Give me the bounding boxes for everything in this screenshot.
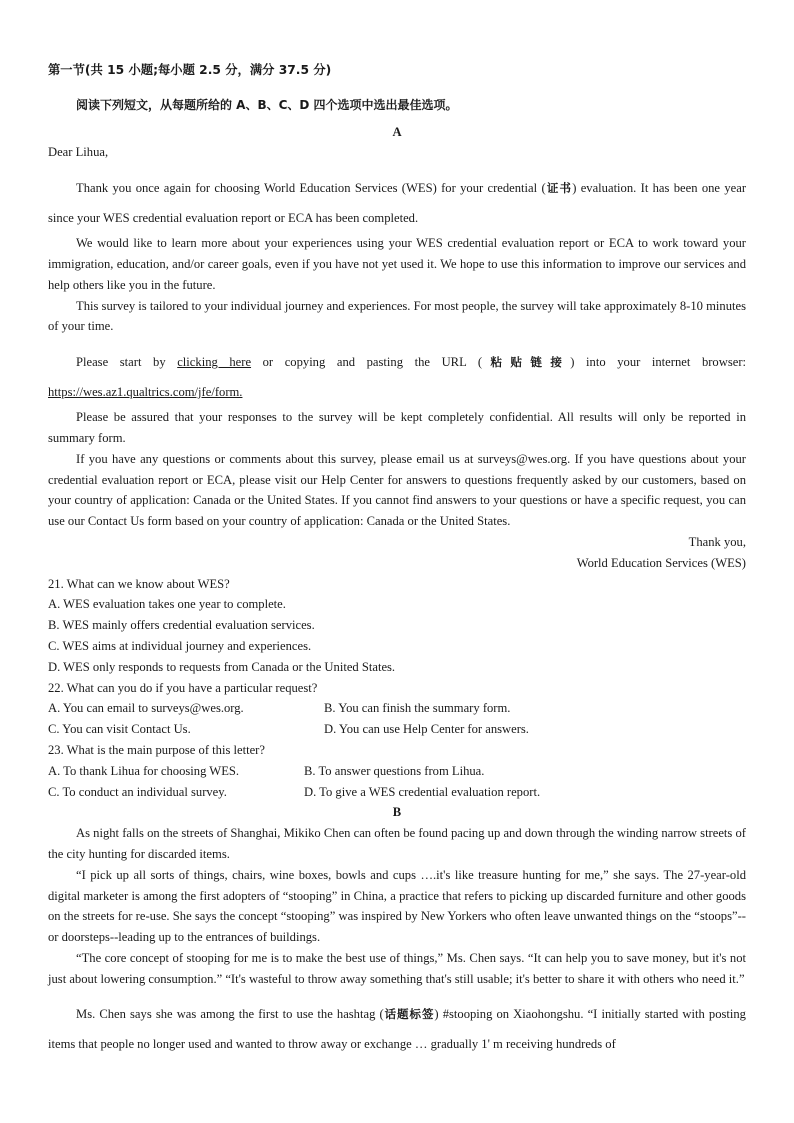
instruction: 阅读下列短文，从每题所给的 A、B、C、D 四个选项中选出最佳选项。: [76, 97, 458, 112]
option-b: B. To answer questions from Lihua.: [304, 763, 485, 778]
letter-paragraph-3: This survey is tailored to your individual journey and experiences. For most people, the survey will take approximately 8-10 minutes of your time.: [48, 298, 746, 334]
passage-b-paragraph-3: “The core concept of stooping for me is to make the best use of things,” Ms. Chen says. “It can help you to save money, but it's not just about lowering consumption.” “It's wasteful to throw away something that's still usable; it's better to share it with others who need it.”: [48, 950, 746, 986]
letter-closing: Thank you,: [688, 534, 746, 549]
question-stem: 21. What can we know about WES?: [48, 576, 230, 591]
question-22: [48, 678, 746, 740]
question-stem: 23. What is the main purpose of this letter?: [48, 742, 265, 757]
option-d: D. To give a WES credential evaluation report.: [304, 784, 541, 799]
passage-b-paragraph-1: As night falls on the streets of Shanghai, Mikiko Chen can often be found pacing up and down through the winding narrow streets of the city hunting for discarded items.: [48, 826, 746, 861]
option-d: D. WES only responds to requests from Canada or the United States.: [48, 659, 396, 674]
letter-paragraph-4: Please start by clicking here or copying and pasting the URL (粘贴链接) into your internet browser: https://wes.az1.qualtrics.com/jfe/form.: [48, 355, 747, 400]
clicking-here-link[interactable]: clicking here: [177, 355, 252, 370]
question-23: [48, 740, 746, 802]
question-stem: 22. What can you do if you have a particular request?: [48, 680, 318, 695]
passage-a-label: A: [392, 124, 402, 139]
passage-b-paragraph-2: “I pick up all sorts of things, chairs, wine boxes, bowls and cups ….it's like treasure hunting for me,” she says. The 27-year-old digital marketer is among the first adopters of “stooping” in China, a practice that refers to picking up discarded furniture and other goods on the streets for re-use. She says the concept “stooping” was inspired by New Yorkers who often leave unwanted things on the “stoops”-- or doorsteps--leading up to the entrances of buildings.: [48, 867, 746, 945]
option-b: B. WES mainly offers credential evaluation services.: [48, 618, 315, 633]
option-a: A. To thank Lihua for choosing WES.: [48, 763, 240, 778]
letter-paragraph-1: Thank you once again for choosing World Education Services (WES) for your credential (证书) evaluation. It has been one year since your WES credential evaluation report or ECA has been completed.: [48, 181, 747, 226]
question-21: [48, 574, 746, 678]
passage-b-paragraph-4: Ms. Chen says she was among the first to use the hashtag (话题标签) #stooping on Xiaohongshu. “I initially started with posting items that people no longer used and wanted to throw away or exchange … gradually 1' m receiving hundreds of: [48, 1007, 746, 1052]
option-c: C. To conduct an individual survey.: [48, 784, 227, 799]
letter-paragraph-2: We would like to learn more about your experiences using your WES credential evaluation report or ECA to work toward your immigration, education, and/or career goals, even if you have not yet used it. We hope to use this information to improve our services and help others like you in the future.: [48, 236, 746, 292]
survey-url-link[interactable]: https://wes.az1.qualtrics.com/jfe/form.: [48, 385, 243, 400]
chinese-gloss: 粘贴链接: [482, 355, 571, 370]
letter-greeting: Dear Lihua,: [48, 145, 109, 160]
option-b: B. You can finish the summary form.: [324, 701, 511, 716]
option-d: D. You can use Help Center for answers.: [324, 722, 529, 737]
option-a: A. WES evaluation takes one year to complete.: [48, 597, 286, 612]
letter-signature: World Education Services (WES): [576, 555, 746, 570]
passage-b-label: B: [392, 805, 402, 820]
option-c: C. WES aims at individual journey and experiences.: [48, 638, 312, 653]
option-c: C. You can visit Contact Us.: [48, 722, 191, 737]
option-a: A. You can email to surveys@wes.org.: [48, 701, 244, 716]
exam-page: [48, 60, 746, 1059]
section-header: 第一节(共 15 小题;每小题 2.5 分，满分 37.5 分): [48, 63, 332, 77]
chinese-gloss: 话题标签: [383, 1007, 435, 1022]
chinese-gloss: 证书: [545, 181, 573, 196]
letter-paragraph-5: Please be assured that your responses to the survey will be kept completely confidential. All results will only be reported in summary form.: [48, 410, 746, 445]
letter-paragraph-6: If you have any questions or comments about this survey, please email us at surveys@wes.org. If you have questions about your credential evaluation report or ECA, please visit our Help Center for answers to questions frequently asked by our customers, based on your country of application: Canada or the United States. If you cannot find answers to your questions or have a specific request, you can use our Contact Us form based on your country of application: Canada or the United States.: [48, 451, 746, 529]
